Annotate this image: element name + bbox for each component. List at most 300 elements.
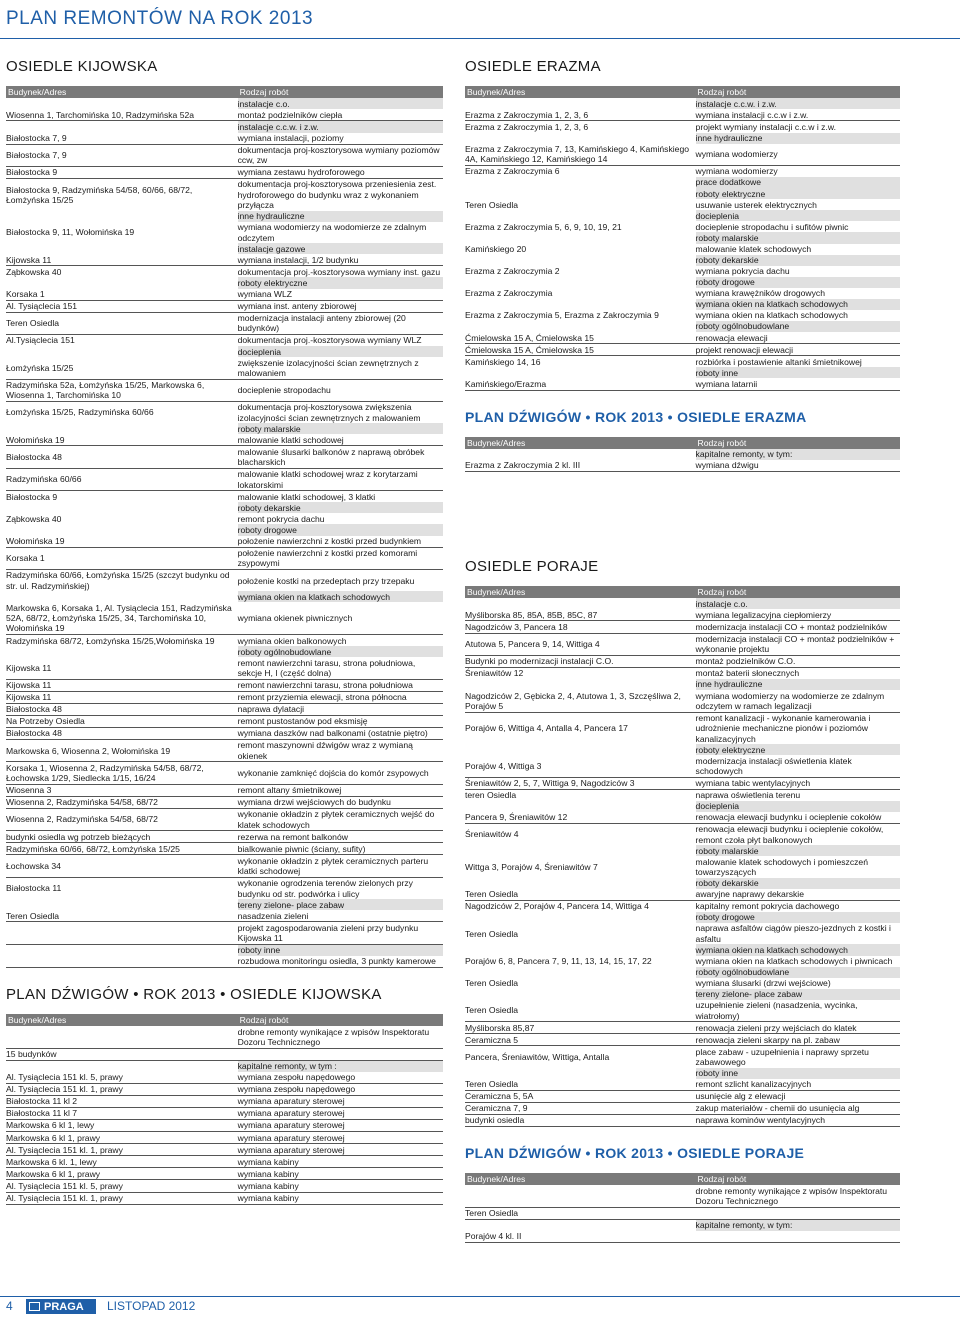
works-cell: bialkowanie piwnic (ściany, sufity) (238, 843, 443, 855)
footer (0, 1296, 960, 1318)
table-row (6, 691, 443, 703)
table-row (6, 1168, 443, 1180)
table-row (465, 344, 900, 356)
address-cell: Białostocka 11 kl 7 (6, 1107, 238, 1119)
table-row (6, 703, 443, 715)
works-cell: uzupełnienie zieleni (nasadzenia, wycinka, wiatrołomy) (696, 1000, 900, 1022)
address-cell: Ceramiczna 7, 9 (465, 1103, 696, 1115)
table-row (6, 357, 443, 379)
address-cell (465, 98, 696, 109)
address-cell: Al. Tysiąclecia 151 kl. 1, prawy (6, 1144, 238, 1156)
works-cell: montaż podzielników ciepła (238, 109, 443, 121)
address-cell: Erazma z Zakroczymia 2 kl. III (465, 460, 696, 472)
section-title-poraje: OSIEDLE PORAJE (465, 558, 599, 575)
category-cell: roboty elektryczne (696, 744, 900, 755)
address-cell: Al. Tysiąclecia 151 kl. 5, prawy (6, 1072, 238, 1084)
address-cell (6, 524, 238, 535)
column-header-works: Rodzaj robót (696, 86, 900, 98)
praga-logo (26, 1299, 96, 1314)
table-row (6, 1132, 443, 1144)
address-cell: Nagodziców 2, Gębicka 2, 4, Atutowa 1, 3, Szczęśliwa 2, Porajów 5 (465, 690, 696, 712)
table-row (465, 244, 900, 255)
table-row (6, 855, 443, 877)
category-cell: roboty malarskie (696, 845, 900, 856)
table-row (465, 856, 900, 877)
works-cell: awaryjne naprawy dekarskie (696, 889, 900, 901)
address-cell: Porajów 6, 8, Pancera 7, 9, 11, 13, 14, 15, 17, 22 (465, 955, 652, 966)
works-cell: renowacja elewacji (696, 332, 900, 344)
table-row (465, 332, 900, 344)
table-row (6, 922, 443, 944)
table-row (6, 547, 443, 569)
table-row (6, 1120, 443, 1132)
works-cell: place zabaw - uzupełnienia i naprawy sprzetu zabawowego (695, 1046, 869, 1068)
table-header-row (465, 86, 900, 98)
category-cell: tereny zielone- place zabaw (238, 899, 443, 910)
address-cell: Wiosenna 2, Radzymińska 54/58, 68/72 (6, 808, 238, 830)
table-row (6, 1095, 443, 1107)
address-cell: budynki osiedla (465, 1115, 696, 1127)
address-cell: Białostocka 11 kl 2 (6, 1095, 238, 1107)
category-cell: roboty malarskie (696, 232, 900, 243)
address-cell (6, 1060, 238, 1072)
category-row (465, 188, 900, 199)
table-row (6, 179, 443, 211)
category-cell: instalacje c.o. (696, 598, 900, 609)
category-row (465, 133, 900, 144)
address-cell: Łochowska 34 (6, 855, 238, 877)
category-row (465, 679, 900, 690)
table-row (465, 609, 900, 621)
address-cell: Kijowska 11 (6, 657, 238, 679)
category-row (6, 502, 443, 513)
address-cell: Radzymińska 60/66, Łomżyńska 15/25 (szczyt budynku od str. ul. Radzymińskiej) (6, 570, 230, 591)
address-cell (6, 423, 238, 434)
works-cell: renowacja elewacji budynku i ocieplenie cokołów, remont czoła płyt balkonowych (695, 824, 884, 845)
address-cell: Kijowska 11 (6, 254, 238, 266)
address-cell: budynki osiedla wg potrzeb bieżących (6, 831, 238, 843)
category-cell: kapitalne remonty, w tym: (696, 449, 900, 460)
works-cell: dokumentacja proj-kosztorysowa przeniesienia zest. hydroforowego do budynku wraz z wykonaniem przyłącza (237, 179, 437, 211)
works-cell: remont szlicht kanalizacyjnych (696, 1079, 900, 1091)
table-row (6, 956, 443, 968)
category-row (465, 98, 900, 109)
table-row (465, 1090, 900, 1102)
column-header-address: Budynek/Adres (465, 586, 696, 598)
table-row (465, 978, 900, 989)
category-cell: roboty malarskie (238, 423, 443, 434)
address-cell: Porajów 4, Wittiga 3 (465, 755, 696, 777)
works-cell: dokumentacja proj.-kosztorysowa wymiany inst. gazu (237, 266, 441, 277)
works-cell: remont pustostanów pod eksmisję (238, 715, 443, 727)
category-cell: instalacje c.o. (238, 98, 443, 109)
category-row (6, 524, 443, 535)
address-cell (6, 211, 238, 222)
table-row (465, 1185, 900, 1207)
table-header-row (6, 86, 443, 98)
category-cell: prace dodatkowe (696, 177, 900, 188)
category-cell: kapitalne remonty, w tym : (238, 1060, 443, 1072)
works-cell (696, 1231, 900, 1243)
address-cell (465, 967, 696, 978)
works-cell: montaż baterii słonecznych (695, 668, 800, 679)
table-kijowska-lifts (6, 1014, 443, 1205)
table-row (6, 491, 443, 503)
address-cell: Porajów 6, Wittiga 4, Antalla 4, Pancera 17 (465, 723, 628, 734)
category-cell: wymiana okien na klatkach schodowych (696, 299, 900, 310)
table-row (6, 1083, 443, 1095)
address-cell: Kijowska 11 (6, 679, 238, 691)
works-cell: remont kanalizacji - wykonanie kamerowania i udrożnienie mechaniczne pionów i poziomów kanalizacyjnych (695, 712, 871, 744)
category-row (465, 210, 900, 221)
address-cell: Erazma z Zakroczymia 6 (465, 166, 560, 177)
page-number: 4 (6, 1299, 13, 1313)
category-cell: roboty inne (238, 944, 443, 956)
column-header-works: Rodzaj robót (238, 1014, 443, 1026)
address-cell: Markowska 6 kl. 1, lewy (6, 1156, 238, 1168)
table-poraje (465, 586, 900, 1127)
category-cell: docieplenia (696, 801, 900, 812)
address-cell: Teren Osiedla (465, 928, 519, 939)
category-cell: wymiana okien na klatkach schodowych (696, 944, 900, 955)
address-cell (465, 232, 696, 243)
table-row (6, 1048, 443, 1060)
address-cell: Teren Osiedla (465, 978, 519, 989)
address-cell: Śreniawitów 2, 5, 7, Wittiga 9, Nagodziców 3 (465, 777, 696, 789)
category-cell: kapitalne remonty, w tym: (696, 1219, 900, 1231)
address-cell: Białostocka 48 (6, 446, 238, 468)
category-cell: inne hydrauliczne (696, 133, 900, 144)
category-cell: roboty dekarskie (696, 255, 900, 266)
address-cell (465, 744, 696, 755)
table-row (6, 784, 443, 796)
category-cell: docieplenia (238, 346, 443, 357)
address-cell: Myśliborska 85,87 (465, 1022, 696, 1034)
works-cell: wymiana dźwigu (696, 460, 900, 472)
works-cell: rezerwa na remont balkonów (238, 831, 443, 843)
table-header-row (6, 1014, 443, 1026)
works-cell: drobne remonty wynikające z wpisów Inspektoratu Dozoru Technicznego (238, 1026, 443, 1048)
address-cell: Radzymińska 60/66 (6, 468, 238, 490)
category-row (465, 177, 900, 188)
works-cell: usuwanie usterek elektrycznych (695, 199, 817, 210)
works-cell: wymiana inst. anteny zbiorowej (238, 300, 443, 312)
table-row (6, 1026, 443, 1048)
address-cell: Białostocka 48 (6, 703, 238, 715)
works-cell: wymiana aparatury sterowej (238, 1095, 443, 1107)
table-row (6, 401, 443, 423)
category-row (465, 1068, 900, 1079)
footer-divider (0, 1296, 960, 1297)
table-row (6, 808, 443, 830)
works-cell: wymiana instalacji c.c.w i z.w. (696, 109, 900, 121)
address-cell (465, 845, 696, 856)
works-cell: wymiana zespołu napędowego (238, 1083, 443, 1095)
category-row (465, 912, 900, 923)
table-row (6, 222, 443, 243)
logo-mark-icon (29, 1302, 40, 1311)
table-row (6, 266, 443, 278)
address-cell: 15 budynków (6, 1048, 238, 1060)
column-header-address: Budynek/Adres (465, 86, 696, 98)
category-cell: instalacje c.c.w. i z.w. (238, 121, 443, 133)
address-cell: Wittga 3, Porajów 4, Śreniawitów 7 (465, 861, 598, 872)
address-cell: Korsaka 1 (6, 289, 238, 301)
address-cell (465, 679, 696, 690)
column-header-works: Rodzaj robót (238, 86, 443, 98)
address-cell: Markowska 6 kl 1, prawy (6, 1132, 238, 1144)
address-cell: Ząbkowska 40 (6, 266, 62, 277)
table-row (465, 356, 900, 368)
address-cell: Śreniawitów 12 (465, 668, 524, 679)
table-row (6, 715, 443, 727)
address-cell (465, 1068, 696, 1079)
address-cell (465, 367, 696, 378)
works-cell: malowanie klatek schodowych i pomieszczeń towarzyszących (695, 856, 868, 878)
category-row (465, 845, 900, 856)
works-cell: położenie kostki na przedeptach przy trzepaku (237, 575, 415, 586)
table-row (465, 1115, 900, 1127)
category-cell: roboty ogólnobudowlane (696, 321, 900, 332)
works-cell: wymiana okien na klatkach schodowych i piwnicach (695, 955, 893, 966)
works-cell: wymiana drzwi wejściowych do budynku (238, 796, 443, 808)
works-cell: dokumentacja proj.-kosztorysowa wymiany WLZ (237, 335, 422, 346)
address-cell: Radzymińska 60/66, 68/72, Łomżyńska 15/25 (6, 843, 238, 855)
works-cell: wymiana instalacji, 1/2 budynku (238, 254, 443, 266)
table-row (6, 254, 443, 266)
category-row (6, 646, 443, 657)
address-cell (6, 899, 238, 910)
table-poraje-lifts (465, 1173, 900, 1243)
table-row (465, 310, 900, 321)
works-cell: rozbiórka i postawienie altanki śmietnikowej (695, 356, 862, 367)
category-cell: roboty drogowe (696, 912, 900, 923)
address-cell (465, 210, 696, 221)
column-header-works: Rodzaj robót (696, 1173, 900, 1185)
works-cell: renowacja zieleni przy wejściach do klatek (696, 1022, 900, 1034)
category-cell: roboty elektryczne (238, 277, 443, 288)
category-row (6, 899, 443, 910)
category-row (465, 1219, 900, 1231)
works-cell: renowacja elewacji budynku i ocieplenie cokołów (696, 812, 900, 824)
works-cell: wymiana okienek piwnicznych (238, 602, 443, 634)
address-cell (6, 646, 238, 657)
table-row (6, 144, 443, 166)
works-cell: rozbudowa monitoringu osiedla, 3 punkty kamerowe (238, 956, 443, 968)
works-cell: modernizacja instalacji anteny zbiorowej (20 budynków) (238, 312, 443, 334)
table-row (6, 679, 443, 691)
works-cell: montaż podzielników C.O. (696, 655, 900, 667)
table-row (6, 877, 443, 899)
category-cell: wymiana okien na klatkach schodowych (238, 591, 443, 602)
works-cell: położenie nawierzchni z kostki przed budynkiem (238, 536, 443, 548)
address-cell (6, 502, 238, 513)
works-cell: projekt wymiany instalacji c.c.w i z.w. (695, 121, 836, 132)
address-cell: Łomżyńska 15/25 (6, 357, 238, 379)
table-kijowska (6, 86, 443, 968)
works-cell: malowanie ślusarki balkonów z naprawą obróbek blacharskich (238, 446, 443, 468)
address-cell: Korsaka 1, Wiosenna 2, Radzymińska 54/58, 68/72, Łochowska 1/29, Siedlecka 1/15, 16/24 (6, 762, 238, 784)
category-row (6, 944, 443, 956)
category-cell: instalacje gazowe (238, 243, 443, 254)
address-cell: Białostocka 9, Radzymińska 54/58, 60/66, 68/72, Łomżyńska 15/25 (6, 184, 193, 205)
table-row (6, 133, 443, 145)
works-cell: naprawa asfaltów ciągów pieszo-jezdnych z kostki i asfaltu (695, 923, 891, 944)
address-cell: Markowska 6, Wiosenna 2, Wołomińska 19 (6, 740, 238, 762)
works-cell: projekt zagospodarowania zieleni przy budynku Kijowska 11 (238, 922, 443, 944)
address-cell: Radzymińska 68/72, Łomżyńska 15/25,Wołomińska 19 (6, 635, 215, 646)
address-cell: Ceramiczna 5, 5A (465, 1090, 696, 1102)
works-cell: wymiana daszków nad balkonami (ostatnie piętro) (238, 727, 443, 739)
address-cell (6, 922, 238, 944)
table-row (6, 602, 443, 634)
section-title-erazma: OSIEDLE ERAZMA (465, 58, 601, 75)
category-cell: roboty drogowe (238, 524, 443, 535)
address-cell: Erazma z Zakroczymia (465, 288, 553, 299)
logo-text: PRAGA (44, 1300, 84, 1313)
works-cell: wykonanie zamknięć dojścia do komór zsypowych (238, 762, 443, 784)
section-title-poraje-lifts: PLAN DŹWIGÓW • ROK 2013 • OSIEDLE PORAJE (465, 1145, 805, 1162)
works-cell: wymiana wodomierzy (695, 166, 778, 177)
category-cell: instalacje c.c.w. i z.w. (696, 98, 900, 109)
section-title-kijowska: OSIEDLE KIJOWSKA (6, 58, 158, 75)
table-row (465, 288, 900, 299)
table-row (6, 740, 443, 762)
address-cell (6, 98, 238, 109)
address-cell: Kamińskiego 20 (465, 243, 527, 254)
address-cell: Teren Osiedla (465, 1207, 696, 1219)
section-title-kijowska-lifts: PLAN DŹWIGÓW • ROK 2013 • OSIEDLE KIJOWSKA (6, 985, 382, 1003)
table-row (6, 910, 443, 922)
category-cell: roboty inne (696, 367, 900, 378)
works-cell: wykonanie okładzin z płytek ceramicznych parteru klatki schodowej (238, 855, 443, 877)
table-row (465, 109, 900, 121)
address-cell: Wołomińska 19 (6, 434, 238, 446)
column-header-address: Budynek/Adres (465, 1173, 696, 1185)
works-cell: naprawa dylatacji (238, 703, 443, 715)
table-row (6, 379, 443, 401)
works-cell: malowanie klatek schodowych (695, 243, 812, 254)
address-cell (6, 956, 238, 968)
table-row (6, 762, 443, 784)
address-cell: Markowska 6 kl 1, lewy (6, 1120, 238, 1132)
table-row (465, 1079, 900, 1091)
table-row (6, 1192, 443, 1204)
works-cell: modernizacja instalacji oświetlenia klatek schodowych (696, 755, 900, 777)
table-row (6, 727, 443, 739)
works-cell: nasadzenia zieleni (238, 910, 443, 922)
works-cell: wymiana okien balkonowych (237, 635, 347, 646)
category-row (6, 277, 443, 288)
column-header-address: Budynek/Adres (465, 437, 696, 449)
address-cell (6, 1026, 238, 1048)
works-cell: malowanie klatki schodowej (238, 434, 443, 446)
address-cell: Teren Osiedla (6, 910, 238, 922)
table-row (6, 796, 443, 808)
works-cell: zakup materiałów - chemii do usunięcia alg (696, 1103, 900, 1115)
table-row (465, 755, 900, 777)
works-cell: wymiana WLZ (238, 289, 443, 301)
table-erazma-lifts (465, 437, 900, 472)
table-row (465, 956, 900, 967)
works-cell: położenie nawierzchni z kostki przed komorami zsypowymi (238, 547, 443, 569)
works-cell: modernizacja instalacji CO + montaż podzielników + wykonanie projektu (696, 633, 900, 655)
works-cell: wymiana wodomierzy na wodomierze ze zdalnym odczytem (237, 222, 427, 243)
table-header-row (465, 1173, 900, 1185)
table-row (6, 1072, 443, 1084)
table-row (6, 536, 443, 548)
works-cell: wymiana pokrycia dachu (695, 266, 790, 277)
address-cell: Łomżyńska 15/25, Radzymińska 60/66 (6, 407, 154, 418)
address-cell (6, 591, 238, 602)
works-cell: wymiana instalacji, poziomy (238, 133, 443, 145)
address-cell (465, 133, 696, 144)
address-cell: Nagodziców 3, Pancera 18 (465, 621, 696, 633)
category-cell: roboty inne (696, 1068, 900, 1079)
address-cell (465, 277, 696, 288)
category-row (6, 243, 443, 254)
address-cell: Białostocka 48 (6, 727, 238, 739)
works-cell: wymiana aparatury sterowej (238, 1107, 443, 1119)
category-row (465, 321, 900, 332)
table-row (6, 289, 443, 301)
table-row (6, 635, 443, 647)
address-cell: Al. Tysiąclecia 151 kl. 1, prawy (6, 1192, 238, 1204)
table-row (465, 777, 900, 789)
table-row (6, 300, 443, 312)
works-cell: wymiana wodomierzy na wodomierze ze zdalnym odczytem w ramach legalizacji (696, 690, 900, 712)
table-row (6, 312, 443, 334)
address-cell: Kamińskiego 14, 16 (465, 356, 541, 367)
category-cell: inne hydrauliczne (696, 679, 900, 690)
address-cell: Białostocka 11 (6, 883, 62, 894)
address-cell: Al. Tysiąclecia 151 kl. 1, prawy (6, 1083, 238, 1095)
address-cell: Teren Osiedla (6, 312, 238, 334)
address-cell: Ceramiczna 5 (465, 1034, 696, 1046)
address-cell: Białostocka 7, 9 (6, 144, 238, 166)
category-cell: roboty drogowe (696, 277, 900, 288)
works-cell: wymiana aparatury sterowej (238, 1120, 443, 1132)
address-cell: Teren Osiedla (465, 1079, 696, 1091)
address-cell (465, 299, 696, 310)
address-cell (6, 944, 238, 956)
works-cell: remont nawierzchni tarasu, strona południowa (238, 679, 443, 691)
table-row (465, 1046, 900, 1068)
works-cell: remont maszynowni dźwigów wraz z wymianą okienek (238, 740, 443, 762)
table-row (465, 690, 900, 712)
table-row (6, 1107, 443, 1119)
category-row (465, 299, 900, 310)
address-cell: Teren Osiedla (465, 889, 696, 901)
address-cell: Białostocka 7, 9 (6, 133, 238, 145)
table-row (465, 712, 900, 744)
address-cell (465, 177, 696, 188)
works-cell: docieplenie stropodachu i sufitów piwnic (695, 221, 849, 232)
address-cell: Ćmielowska 15 A, Ćmielowska 15 (465, 332, 696, 344)
table-header-row (465, 437, 900, 449)
address-cell: Ząbkowska 40 (6, 513, 62, 524)
category-row (465, 744, 900, 755)
address-cell: Al.Tysiąclecia 151 (6, 335, 75, 346)
address-cell: Białostocka 9, 11, Wołomińska 19 (6, 227, 135, 238)
column-header-works: Rodzaj robót (696, 437, 900, 449)
works-cell: remont altany śmietnikowej (238, 784, 443, 796)
table-row (465, 460, 900, 472)
table-row (6, 657, 443, 679)
category-cell: tereny zielone- place zabaw (696, 989, 900, 1000)
works-cell: wymiana kabiny (238, 1192, 443, 1204)
table-row (6, 1180, 443, 1192)
